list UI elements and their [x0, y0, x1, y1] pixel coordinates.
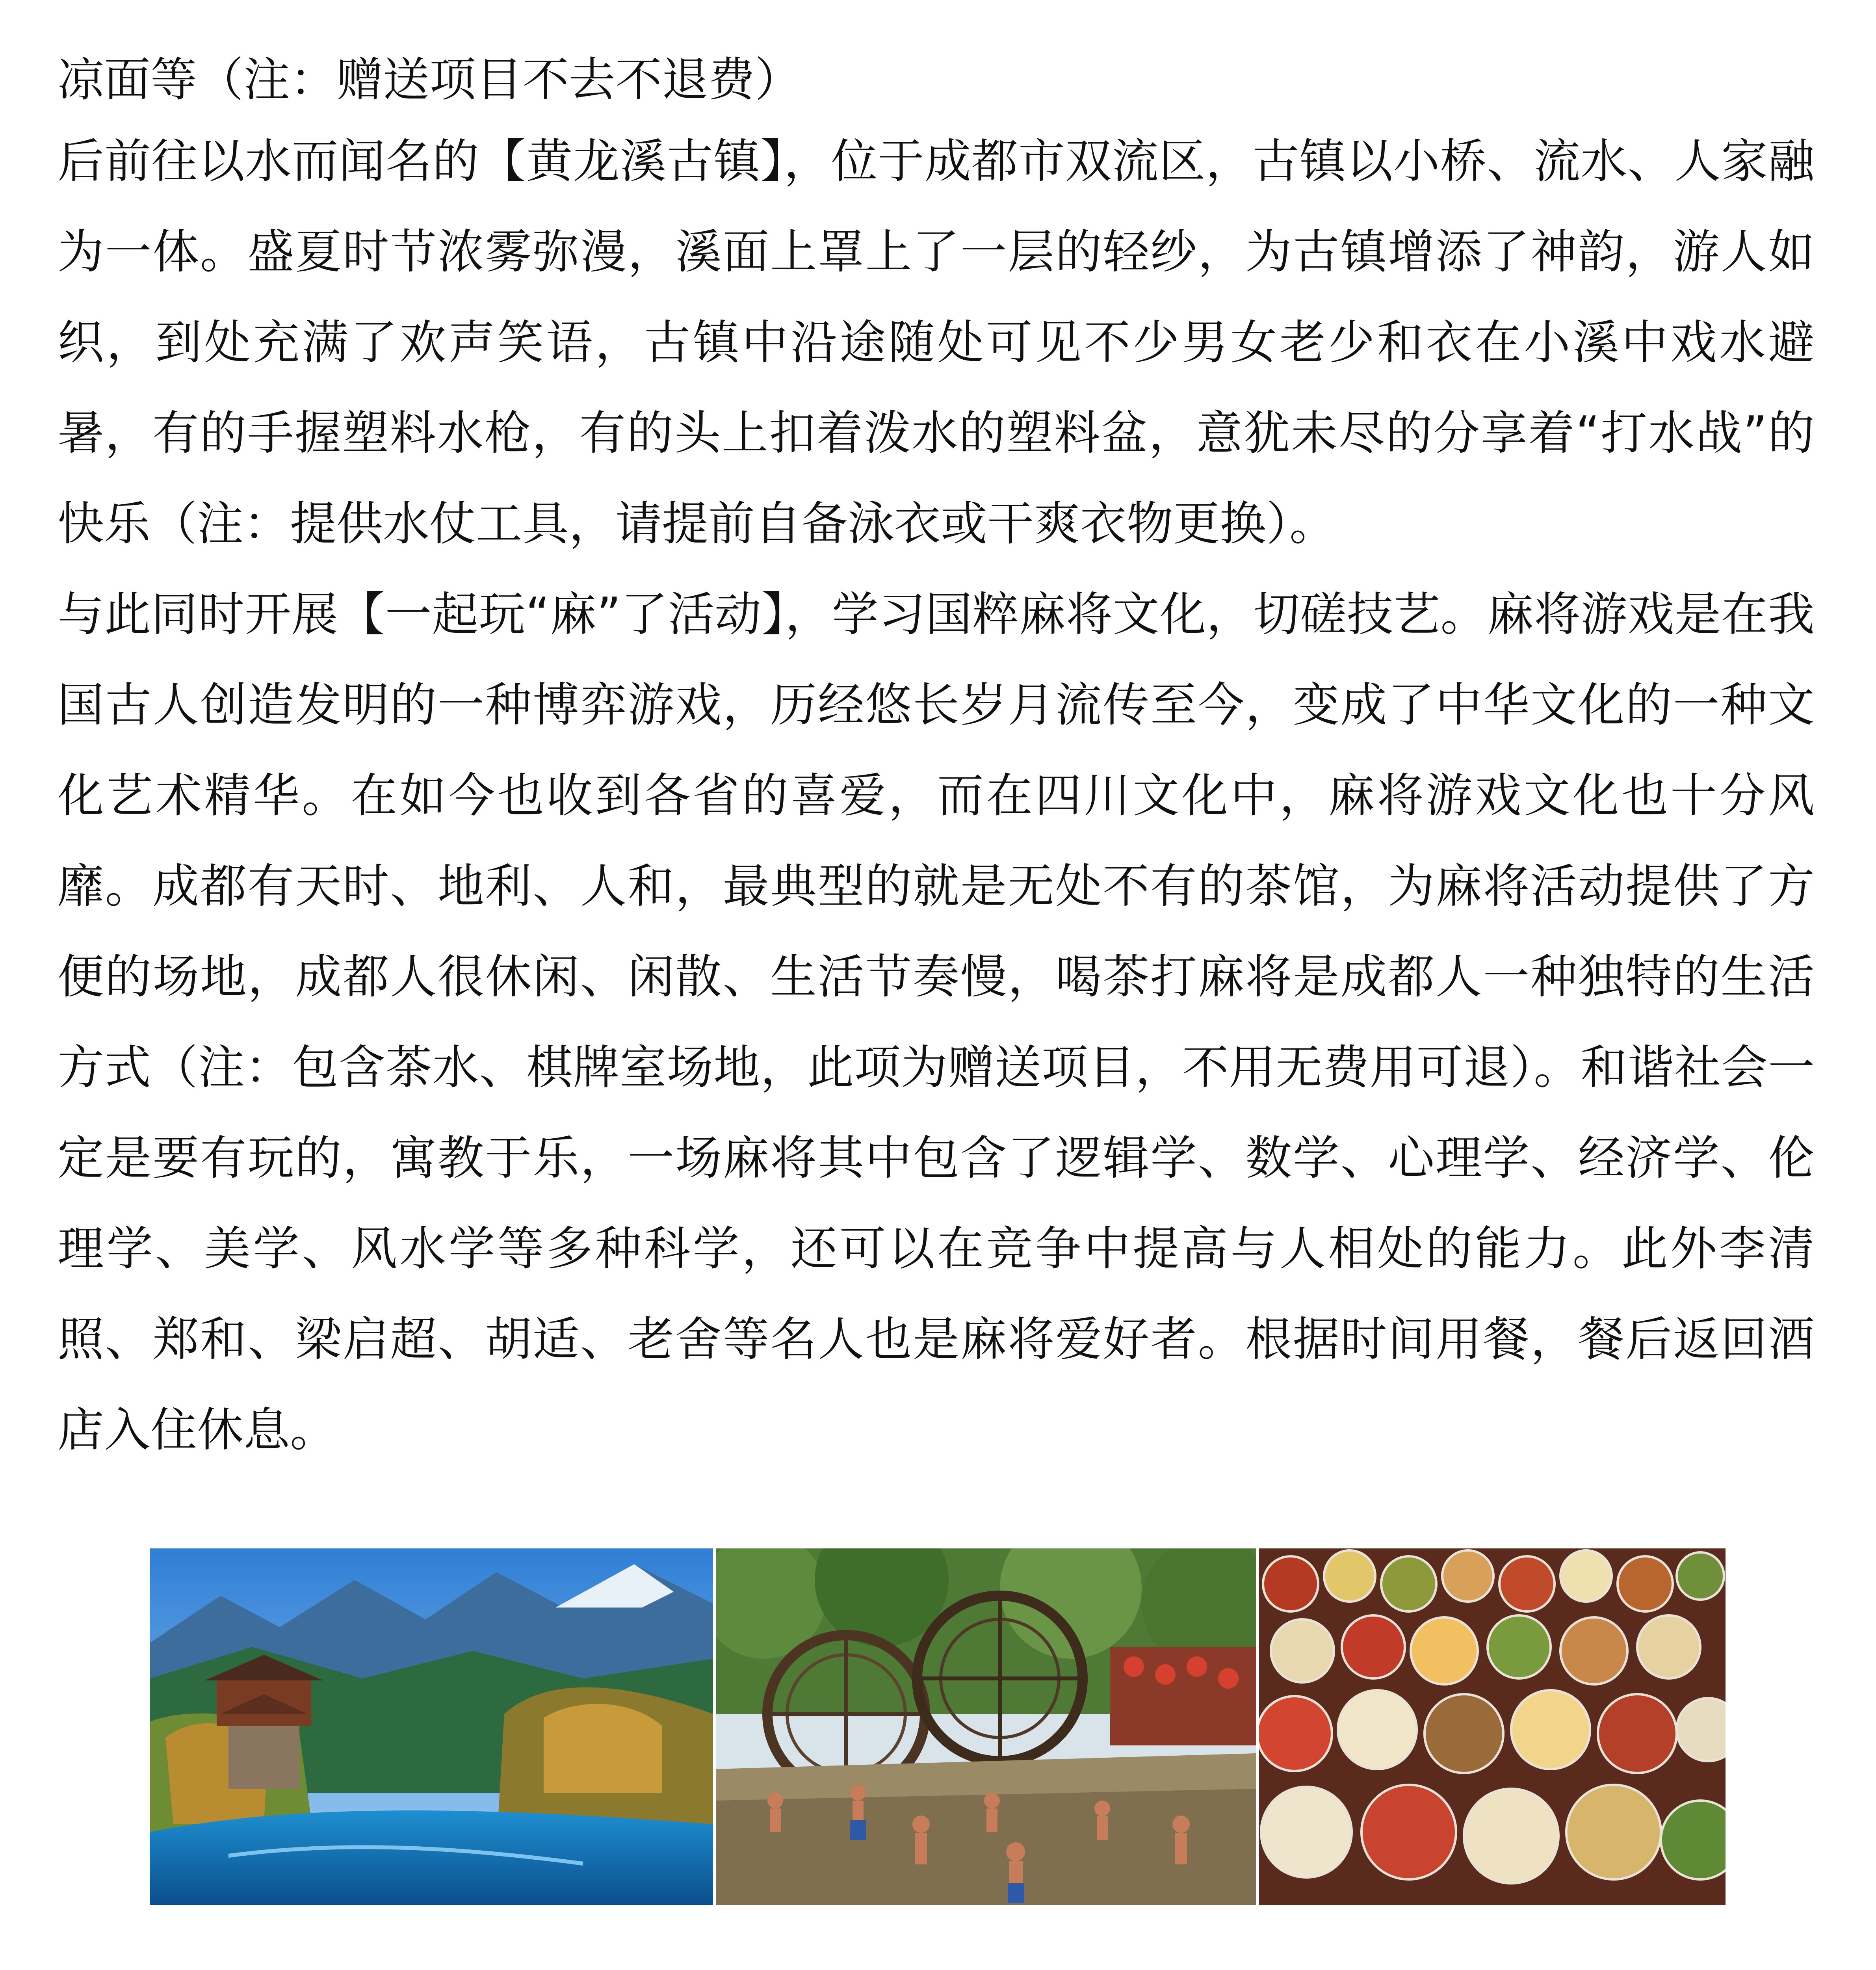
intro-line: 凉面等（注：赠送项目不去不退费）	[58, 52, 802, 107]
water-fight-photo	[716, 1548, 1256, 1905]
paragraph-mahjong: 与此同时开展【一起玩“麻”了活动】，学习国粹麻将文化，切磋技艺。麻将游戏是在我国古人创造发明的一种博弈游戏，历经悠长岁月流传至今，变成了中华文化的一种文化艺术精华。在如今也收到各省的喜爱，而在四川文化中，麻将游戏文化也十分风靡。成都有天时、地利、人和，最典型的就是无处不有的茶馆，为麻将活动提供了方便的场地，成都人很休闲、闲散、生活节奏慢，喝茶打麻将是成都人一种独特的生活方式（注：包含茶水、棋牌室场地，此项为赠送项目，不用无费用可退）。和谐社会一定是要有玩的，寓教于乐，一场麻将其中包含了逻辑学、数学、心理学、经济学、伦理学、美学、风水学等多种科学，还可以在竞争中提高与人相处的能力。此外李清照、郑和、梁启超、胡适、老舍等名人也是麻将爱好者。根据时间用餐，餐后返回酒店入住休息。	[58, 587, 1815, 1457]
paragraph-huanglongxi: 后前往以水而闻名的【黄龙溪古镇】，位于成都市双流区，古镇以小桥、流水、人家融为一体。盛夏时节浓雾弥漫，溪面上罩上了一层的轻纱，为古镇增添了神韵，游人如织，到处充满了欢声笑语，古镇中沿途随处可见不少男女老少和衣在小溪中戏水避暑，有的手握塑料水枪，有的头上扣着泼水的塑料盆，意犹未尽的分享着“打水战”的快乐（注：提供水仗工具，请提前自备泳衣或干爽衣物更换）。	[58, 134, 1815, 551]
day-title-line-1	[58, 1938, 1815, 1970]
ancient-town-landscape-photo	[150, 1548, 713, 1905]
itinerary-description	[58, 116, 1815, 1475]
day-three-title	[58, 1938, 1815, 1970]
sichuan-dishes-photo	[1259, 1548, 1726, 1905]
photo-strip	[150, 1548, 1726, 1905]
